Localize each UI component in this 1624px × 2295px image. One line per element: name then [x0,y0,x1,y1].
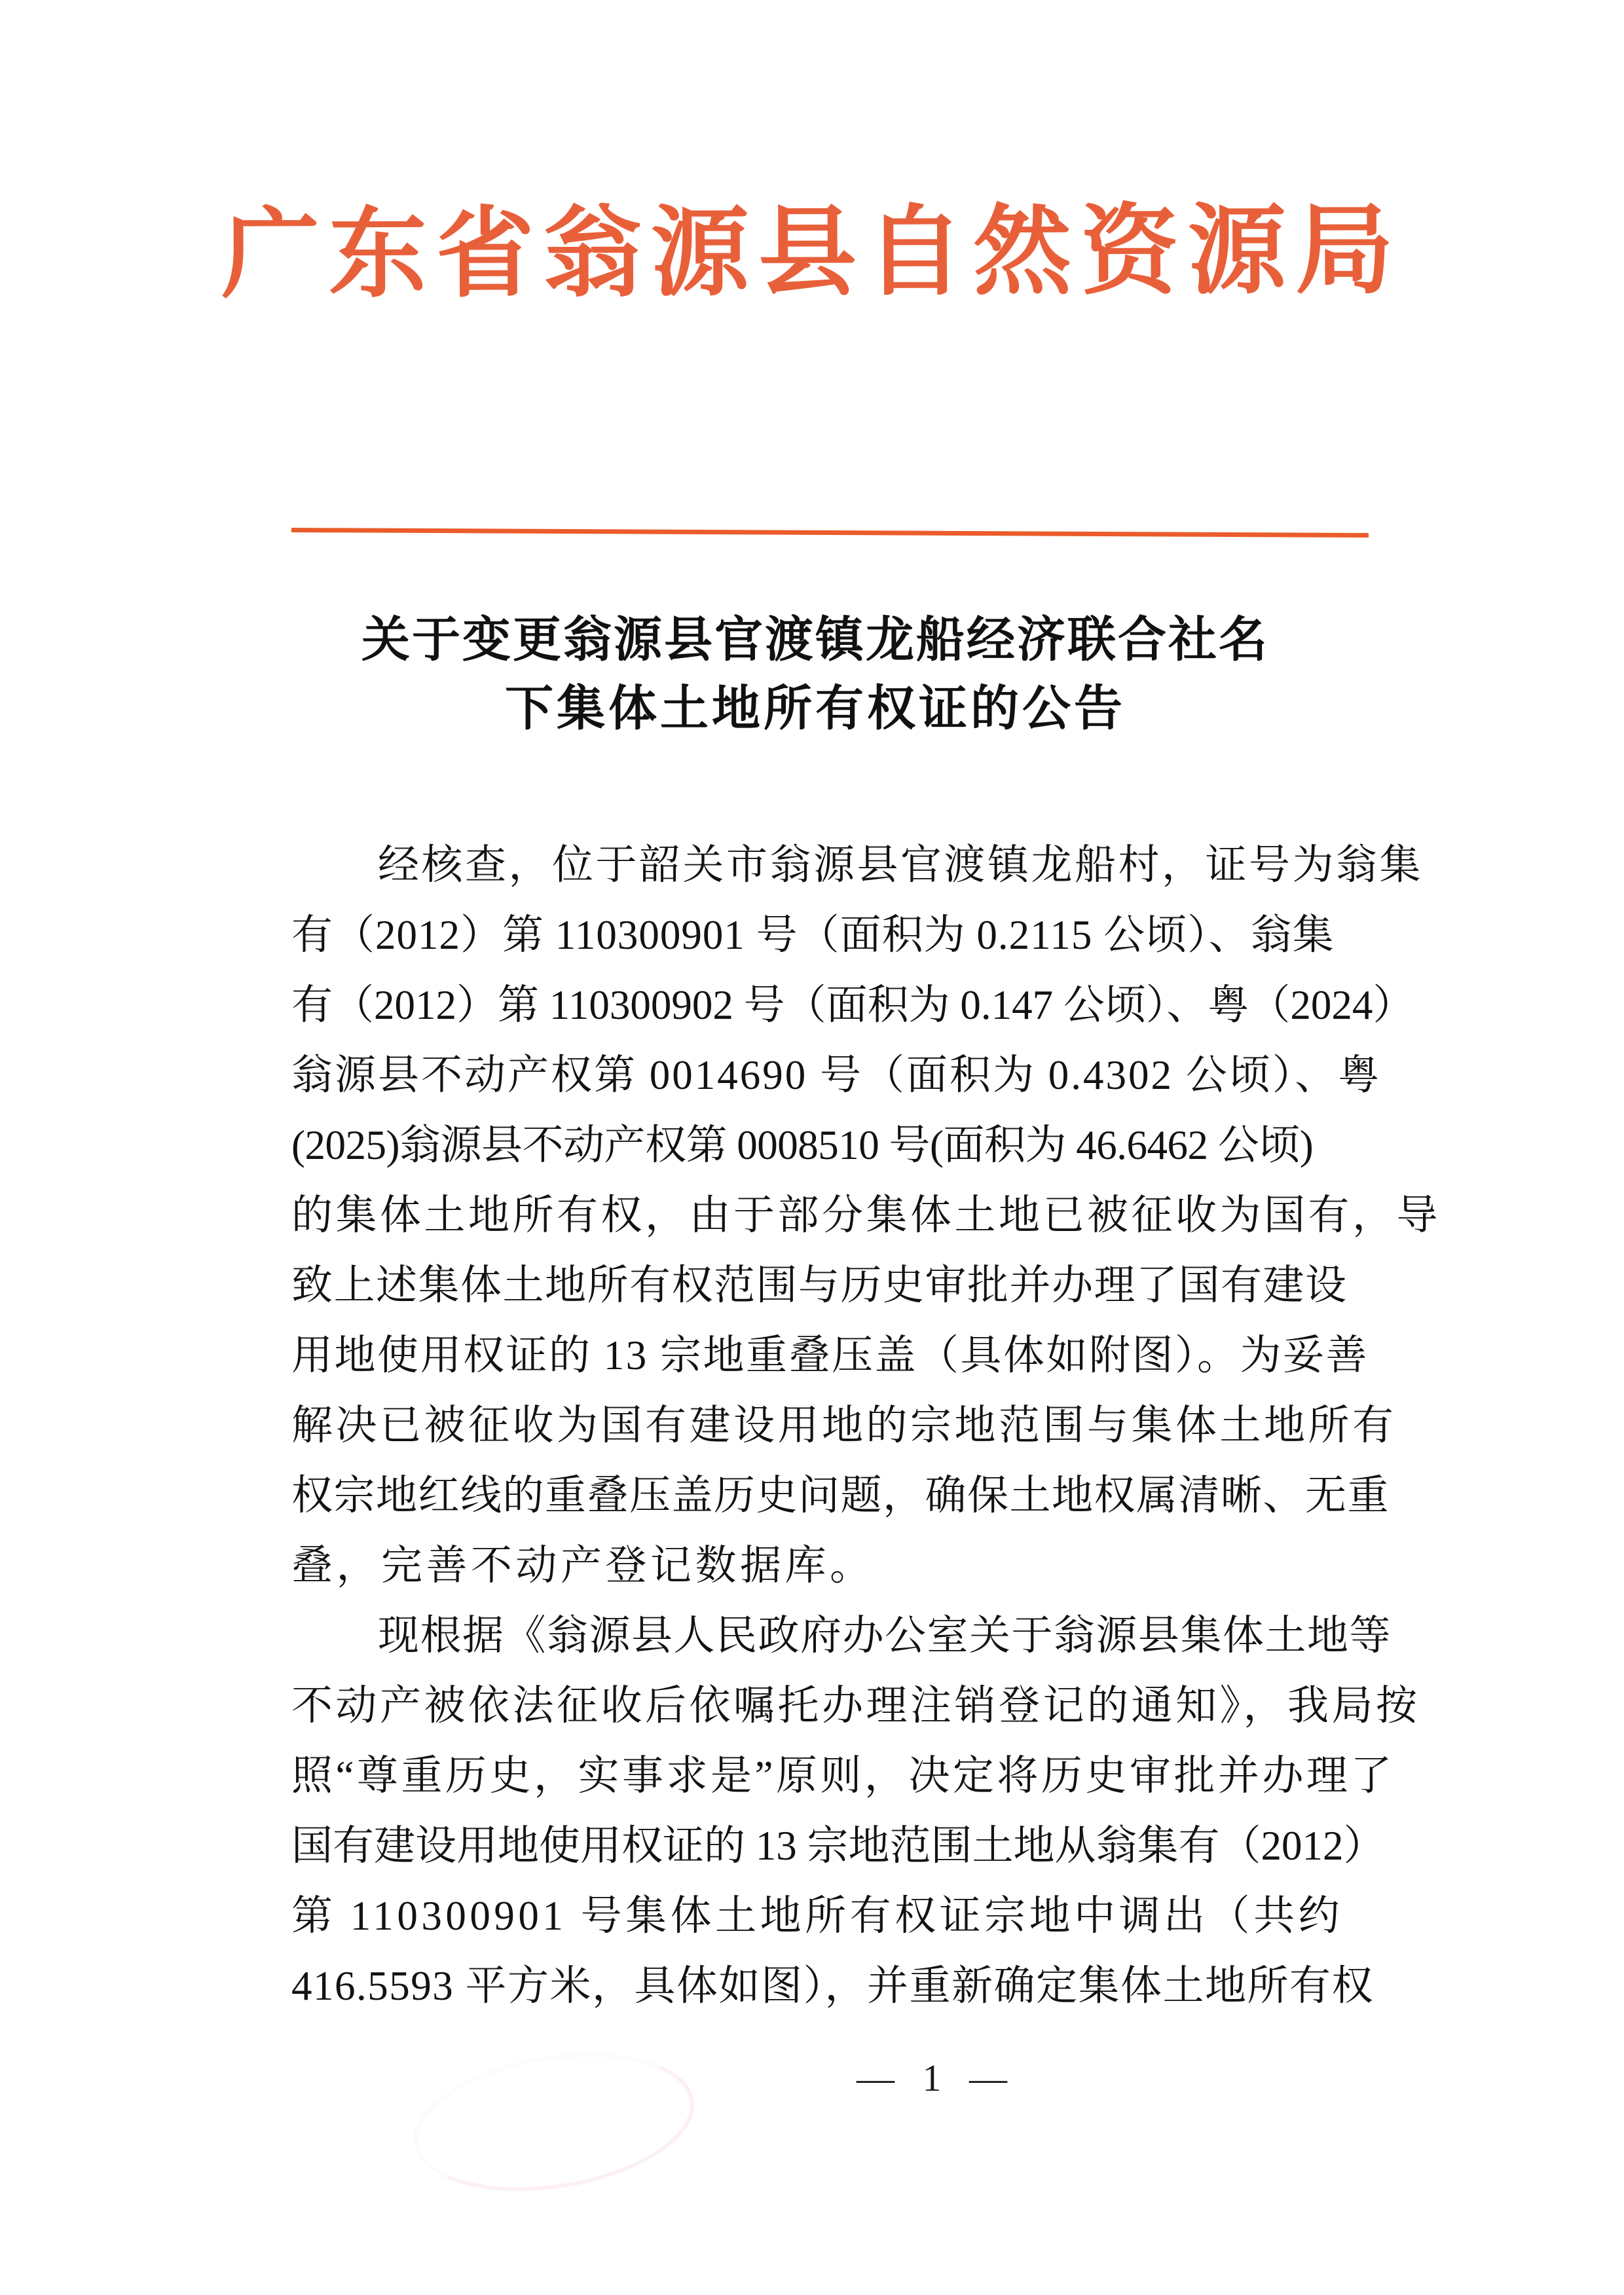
body-text: 用地使用权证的 13 宗地重叠压盖（具体如附图）。为妥善 [291,1332,1369,1378]
body-text: 有（2012）第 110300902 号（面积为 0.147 公顷）、粤（2024） [291,982,1414,1028]
body-text: (2025)翁源县不动产权第 0008510 号(面积为 46.6462 公顷) [291,1122,1314,1168]
page-footer [0,2056,1624,2100]
body-line [291,1531,1371,1601]
body-line [291,1951,1374,2021]
body-text: 权宗地红线的重叠压盖历史问题，确保土地权属清晰、无重 [291,1473,1390,1518]
page-title-line-1: 关于变更翁源县官渡镇龙船经济联合社名 [361,612,1269,668]
body-text: 翁源县不动产权第 0014690 号（面积为 0.4302 公顷）、粤 [291,1052,1382,1098]
page-number: — 1 — [857,2057,1016,2099]
body-line [291,1111,1371,1181]
page-title [262,606,1369,743]
body-line [291,1881,1371,1951]
body-text: 国有建设用地使用权证的 13 宗地范围土地从翁集有（2012） [291,1823,1385,1869]
document-body [291,830,1441,2021]
body-text: 叠，完善不动产登记数据库。 [291,1543,875,1588]
body-text: 经核查，位于韶关市翁源县官渡镇龙船村，证号为翁集 [378,842,1423,888]
body-line [291,1040,1382,1111]
separator-line [291,528,1369,538]
issuing-agency-header: 广东省翁源县自然资源局 [221,193,1403,312]
body-line [291,1391,1397,1461]
body-line [291,830,1423,900]
body-line [291,1811,1385,1881]
body-text: 的集体土地所有权，由于部分集体土地已被征收为国有，导 [291,1192,1441,1238]
body-line [291,1181,1441,1251]
body-line [291,1671,1420,1741]
body-line [291,1251,1371,1321]
body-text: 有（2012）第 110300901 号（面积为 0.2115 公顷）、翁集 [291,912,1335,958]
body-line [291,970,1414,1040]
document-masthead [0,193,1624,312]
body-text: 致上述集体土地所有权范围与历史审批并办理了国有建设 [291,1262,1348,1308]
body-text: 不动产被依法征收后依嘱托办理注销登记的通知》，我局按 [291,1683,1420,1729]
body-text: 现根据《翁源县人民政府办公室关于翁源县集体土地等 [378,1613,1392,1659]
masthead-separator-rule [291,528,1369,533]
body-text: 照“尊重历史，实事求是”原则，决定将历史审批并办理了 [291,1753,1395,1799]
body-line [291,1601,1392,1671]
body-text: 解决已被征收为国有建设用地的宗地范围与集体土地所有 [291,1403,1397,1448]
body-line [291,1461,1390,1531]
body-line [291,900,1371,970]
body-text: 416.5593 平方米，具体如图），并重新确定集体土地所有权 [291,1963,1374,2009]
body-line [291,1741,1395,1811]
body-text: 第 110300901 号集体土地所有权证宗地中调出（共约 [291,1893,1344,1939]
body-line [291,1321,1371,1391]
page-title-line-2: 下集体土地所有权证的公告 [505,680,1126,737]
